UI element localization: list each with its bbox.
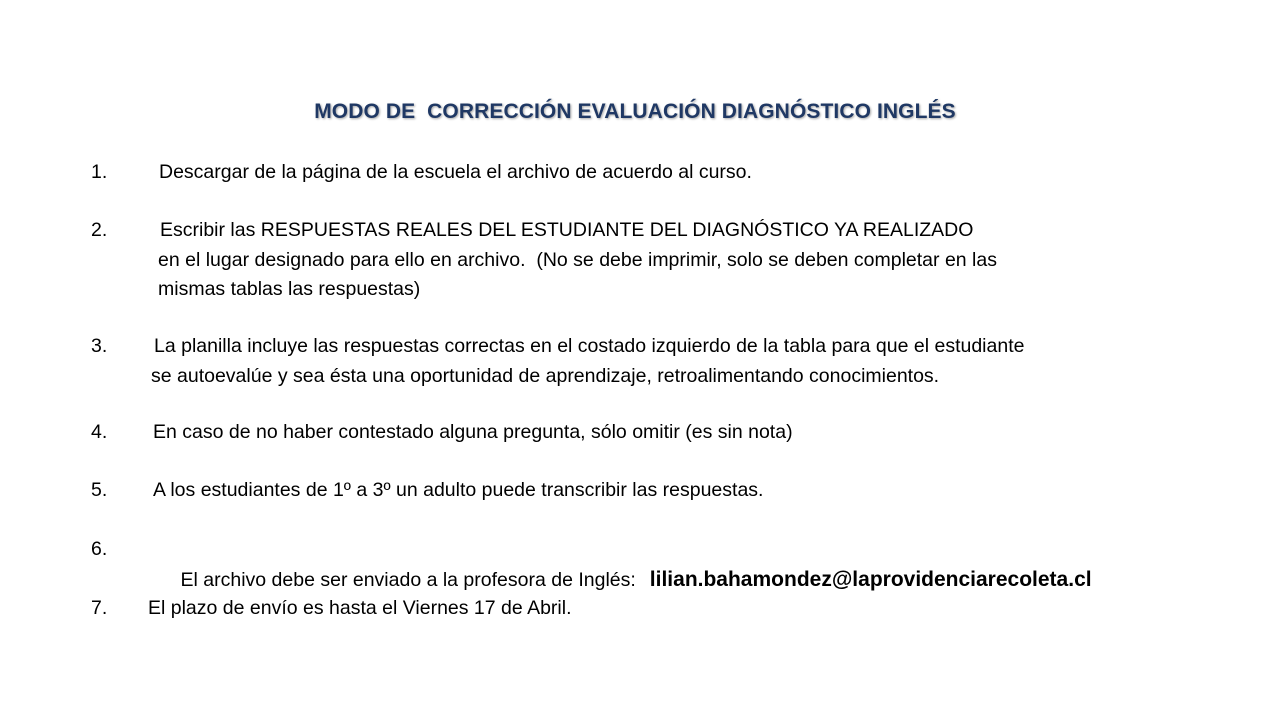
list-number: 3. xyxy=(91,335,108,357)
list-number: 6. xyxy=(91,538,108,560)
list-number: 5. xyxy=(91,479,108,501)
list-item-7 xyxy=(91,594,572,624)
list-item-text: Descargar de la página de la escuela el archivo de acuerdo al curso. xyxy=(159,161,752,183)
list-number: 4. xyxy=(91,421,108,443)
list-item-text: La planilla incluye las respuestas correctas en el costado izquierdo de la tabla para que el estudiante xyxy=(154,335,1025,357)
list-number: 7. xyxy=(91,597,108,619)
list-item-2 xyxy=(91,216,997,305)
list-item-text: Escribir las RESPUESTAS REALES DEL ESTUDIANTE DEL DIAGNÓSTICO YA REALIZADO xyxy=(160,219,974,241)
list-item-text: En caso de no haber contestado alguna pregunta, sólo omitir (es sin nota) xyxy=(153,421,793,443)
list-item-5 xyxy=(91,476,763,506)
list-item-text: A los estudiantes de 1º a 3º un adulto puede transcribir las respuestas. xyxy=(153,479,764,501)
list-item-4 xyxy=(91,418,793,448)
list-item-text: mismas tablas las respuestas) xyxy=(158,278,421,300)
list-item-3 xyxy=(91,332,1024,391)
email-address: lilian.bahamondez@laprovidenciarecoleta.cl xyxy=(649,567,1092,591)
list-item-text: El archivo debe ser enviado a la profesora de Inglés: xyxy=(180,568,636,591)
list-item-text: se autoevalúe y sea ésta una oportunidad de aprendizaje, retroalimentando conocimientos. xyxy=(151,364,940,387)
list-number: 1. xyxy=(91,161,108,183)
list-item-text: en el lugar designado para ello en archivo. (No se debe imprimir, solo se deben completar en las xyxy=(158,248,997,271)
slide-title: MODO DE CORRECCIÓN EVALUACIÓN DIAGNÓSTICO INGLÉS xyxy=(314,100,956,123)
list-item-text: El plazo de envío es hasta el Viernes 17 de Abril. xyxy=(148,597,572,619)
list-item-1 xyxy=(91,158,752,188)
list-number: 2. xyxy=(91,219,108,241)
